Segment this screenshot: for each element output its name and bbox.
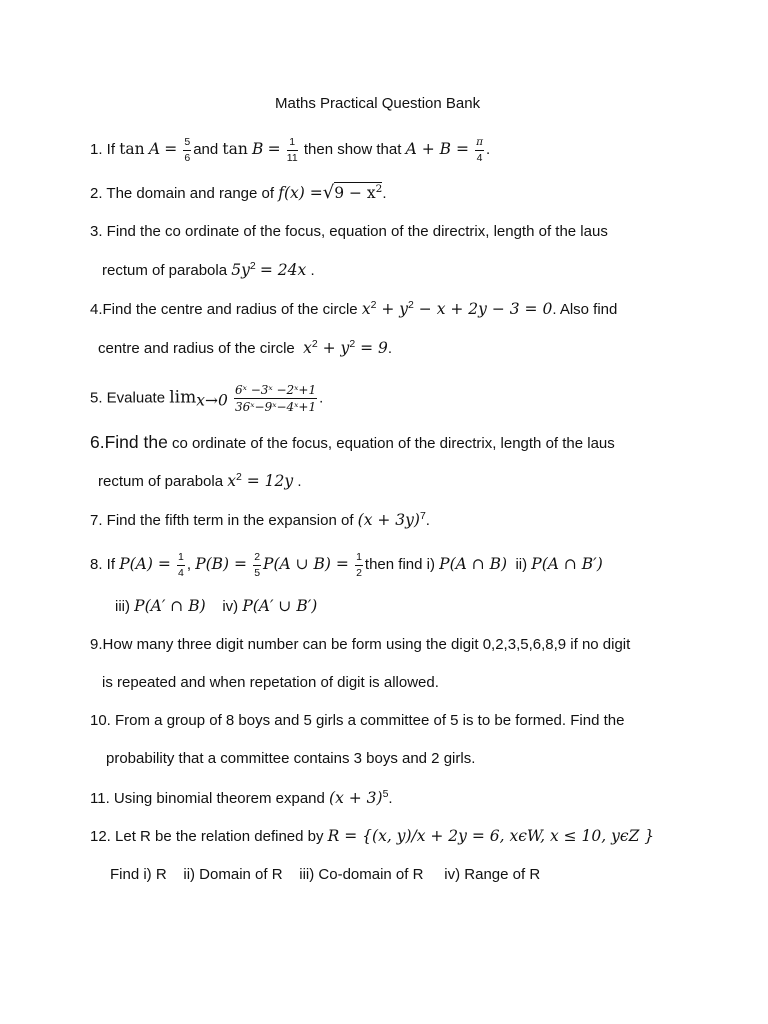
question-8-line-1: 8. If P(A) = $\frac{1}{4}$ , P(B) = $\frac{2}{5}$ P(A ∪ B) = $\frac{1}{2}$ then find i) P(A ∩ B) ii) P(A ∩ B′) — [90, 551, 603, 579]
fraction-1-4: $\frac{1}{4}$ — [178, 551, 184, 579]
question-3-line-1: 3. Find the co ordinate of the focus, equation of the directrix, length of the laus — [90, 223, 608, 240]
question-11: 11. Using binomial theorem expand $(x + 3)^5$. — [90, 788, 393, 807]
question-9-line-2: is repeated and when repetation of digit is allowed. — [102, 674, 439, 691]
question-8-line-2: iii) P(A′ ∩ B) iv) P(A′ ∪ B′) — [115, 597, 318, 615]
question-9-line-1: 9.How many three digit number can be form using the digit 0,2,3,5,6,8,9 if no digit — [90, 636, 631, 653]
radicand: $9 - x^2$ — [334, 183, 383, 202]
fraction-2-5: $\frac{2}{5}$ — [254, 551, 261, 579]
question-3-line-2: rectum of parabola $5y^2 = 24x$ . — [102, 260, 315, 279]
question-1: 1. If tan A = $\frac{5}{6}$ and tan B = $\frac{1}{11}$ then show that A + B = $\frac{\pi}{4}$ . — [90, 136, 491, 164]
page-title: Maths Practical Question Bank — [275, 95, 481, 112]
question-12-line-1: 12. Let R be the relation defined by R = {(x, y)/x + 2y = 6, xϵW, x ≤ 10, yϵZ } — [90, 827, 655, 845]
question-4-line-1: 4.Find the centre and radius of the circle $x^2 + y^2 - x + 2y - 3 = 0$. Also find — [90, 299, 618, 318]
fraction-pi-4: $\frac{\pi}{4}$ — [476, 136, 484, 164]
question-6-line-2: rectum of parabola $x^2 = 12y$ . — [98, 471, 302, 490]
fraction-1-2: $\frac{1}{2}$ — [356, 551, 362, 579]
question-10-line-1: 10. From a group of 8 boys and 5 girls a committee of 5 is to be formed. Find the — [90, 712, 625, 729]
question-5: 5. Evaluate $\lim_{x\to 0}$ $\frac{\text{6ˣ −3ˣ −2ˣ+1}}{\text{36ˣ−9ˣ−4ˣ+1}}$ . — [90, 383, 324, 414]
question-2: 2. The domain and range of $f(x) =√9 - x^2$. — [90, 182, 387, 203]
question-4-line-2: centre and radius of the circle $x^2 + y^2 = 9$. — [98, 338, 393, 357]
fraction-1-11: $\frac{1}{11}$ — [286, 136, 298, 164]
question-10-line-2: probability that a committee contains 3 boys and 2 girls. — [106, 750, 476, 767]
question-7: 7. Find the fifth term in the expansion of $(x + 3y)^7$. — [90, 510, 430, 529]
question-12-line-2: Find i) R ii) Domain of R iii) Co-domain of R iv) Range of R — [110, 866, 541, 883]
question-6-line-1: 6.Find the co ordinate of the focus, equation of the directrix, length of the laus — [90, 432, 615, 452]
limit-fraction: $\frac{\text{6ˣ −3ˣ −2ˣ+1}}{\text{36ˣ−9ˣ−4ˣ+1}}$ — [235, 383, 317, 414]
fraction-5-6: $\frac{5}{6}$ — [184, 136, 191, 164]
